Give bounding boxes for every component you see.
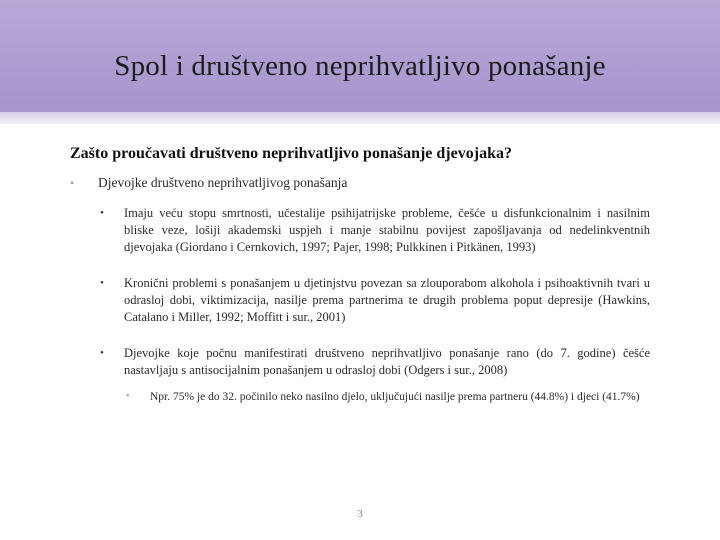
bullet-level2-text: Djevojke koje počnu manifestirati društveno neprihvatljivo ponašanje rano (do 7. godine) češće nastavljaju s antisocijalnim ponašanjem u odrasloj dobi (Odgers i sur., 2008) — [124, 346, 650, 377]
slide-subheading: Zašto proučavati društveno neprihvatljivo ponašanje djevojaka? — [70, 145, 512, 162]
bullet-level2-item — [98, 345, 650, 379]
bullet-level2-text: Kronični problemi s ponašanjem u djetinjstvu povezan sa zlouporabom alkohola i psihoaktivnih tvari u odrasloj dobi, viktimizacija, nasilje prema partnerima te drugih problema poput depresije (Hawkins, Catalano i Miller, 1992; Moffitt i sur., 2001) — [124, 276, 650, 324]
bullet-icon: • — [100, 347, 104, 359]
bullet-level2-text: Imaju veću stopu smrtnosti, učestalije psihijatrijske probleme, češće u disfunkcionalnim i nasilnim bliske veze, lošiji akademski uspjeh i manje stabilnu povijest zapošljavanja od nedelinkventnih djevojaka (Giordano i Cernkovich, 1997; Pajer, 1998; Pulkkinen i Pitkänen, 1993) — [124, 206, 650, 254]
slide-content — [70, 145, 650, 405]
bullet-icon: • — [70, 176, 75, 190]
bullet-level1 — [70, 175, 650, 191]
bullet-level3-text: Npr. 75% je do 32. počinilo neko nasilno djelo, uključujući nasilje prema partneru (44.8%) i djeci (41.7%) — [150, 391, 640, 403]
bullet-level1-text: Djevojke društveno neprihvatljivog ponašanja — [98, 175, 348, 190]
bullet-level2-item — [98, 205, 650, 256]
bullet-icon: • — [100, 277, 104, 289]
page-number: 3 — [357, 508, 363, 520]
bullet-level2-item — [98, 275, 650, 326]
bullet-icon: • — [126, 391, 130, 402]
bullet-icon: • — [100, 207, 104, 219]
title-banner-fade — [0, 112, 720, 124]
slide-title: Spol i društveno neprihvatljivo ponašanje — [114, 50, 606, 82]
bullet-level3-item — [124, 389, 650, 405]
